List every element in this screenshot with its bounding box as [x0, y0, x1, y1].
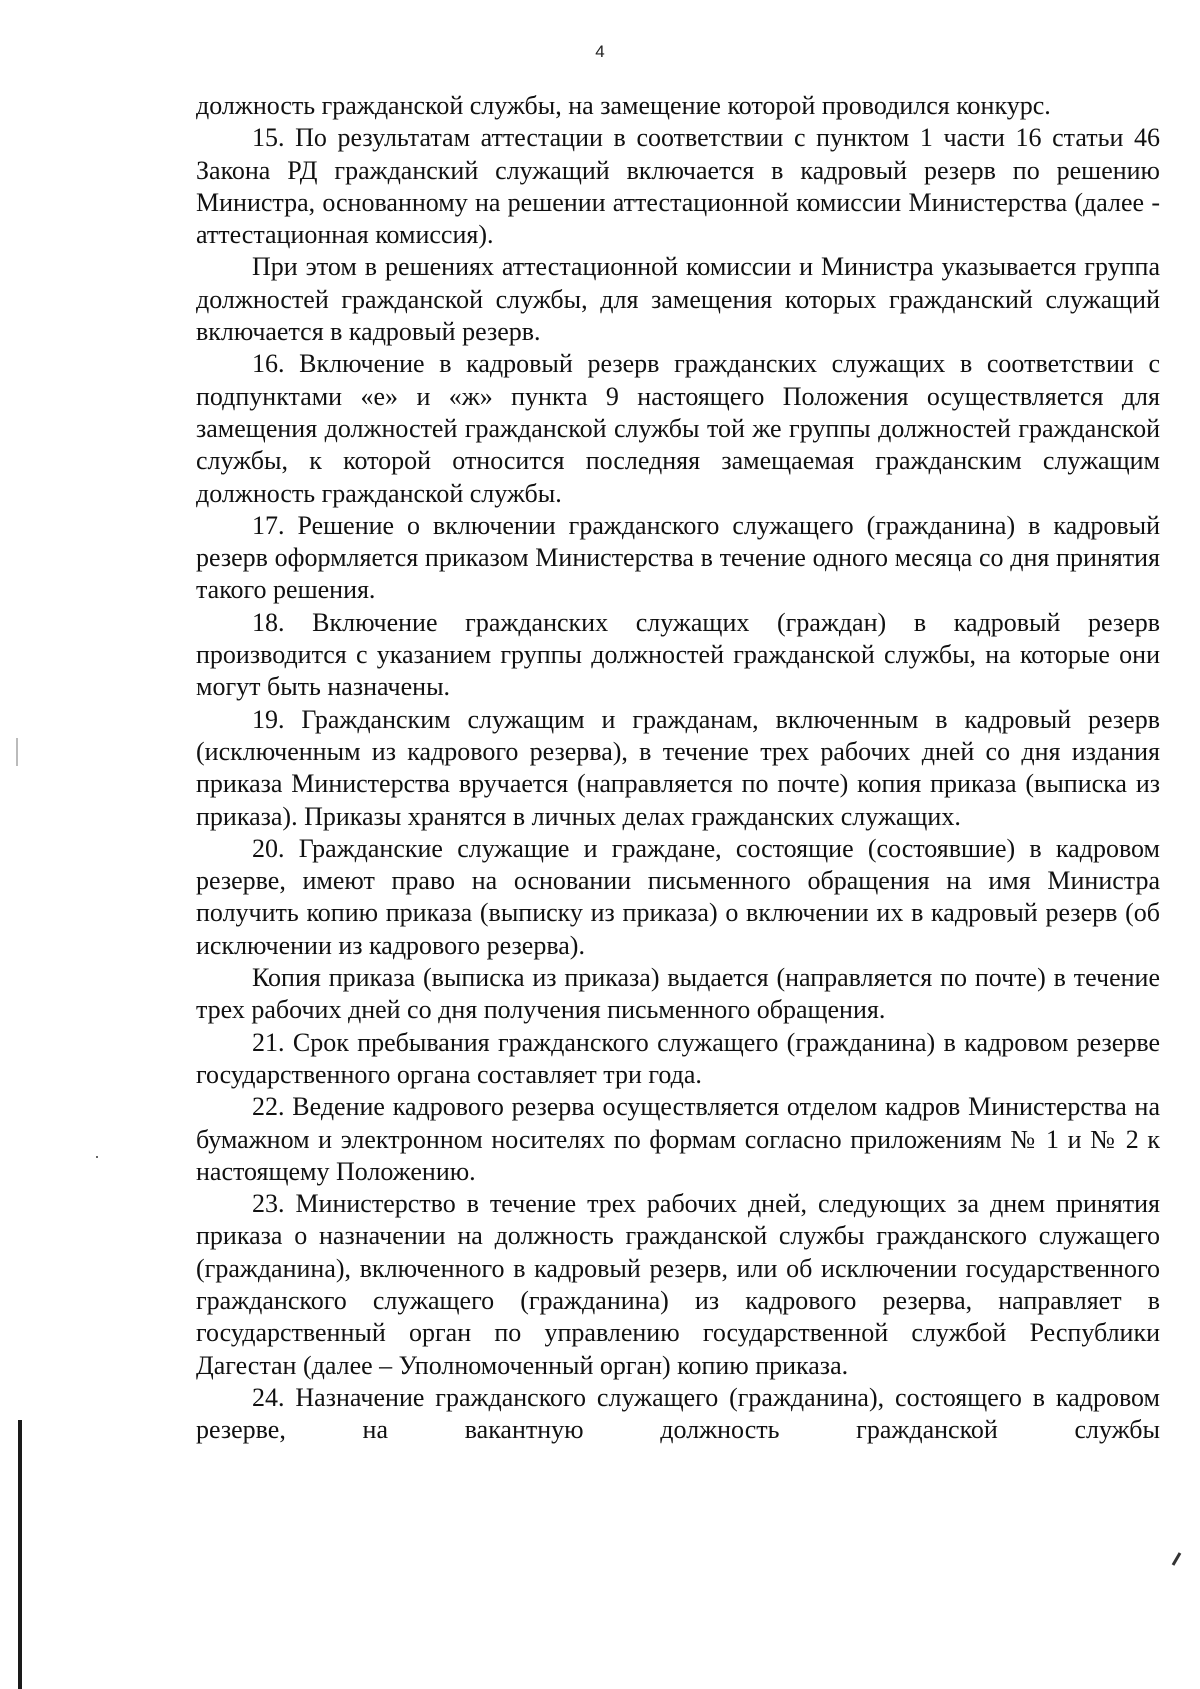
scan-mark-artifact — [1172, 1552, 1182, 1566]
document-body — [196, 90, 1160, 1446]
paragraph-16: 16. Включение в кадровый резерв гражданских служащих в соответствии с подпунктами «е» и «ж» пункта 9 настоящего Положения осуществляется для замещения должностей гражданской службы той же группы должностей гражданской службы, к которой относится последняя замещаемая гражданским служащим должность гражданской службы. — [196, 349, 1160, 508]
paragraph-23: 23. Министерство в течение трех рабочих дней, следующих за днем принятия приказа о назначении на должность гражданской службы гражданского служащего (гражданина), включенного в кадровый резерв, или об исключении государственного гражданского служащего (гражданина) из кадрового резерва, направляет в государственный орган по управлению государственной службой Республики Дагестан (далее – Уполномоченный орган) копию приказа. — [196, 1189, 1160, 1380]
scan-speck-artifact — [16, 738, 18, 766]
page-number: 4 — [595, 42, 605, 61]
paragraph-22: 22. Ведение кадрового резерва осуществляется отделом кадров Министерства на бумажном и электронном носителях по формам согласно приложениям № 1 и № 2 к настоящему Положению. — [196, 1092, 1160, 1186]
paragraph-19: 19. Гражданским служащим и гражданам, включенным в кадровый резерв (исключенным из кадрового резерва), в течение трех рабочих дней со дня издания приказа Министерства вручается (направляется по почте) копия приказа (выписка из приказа). Приказы хранятся в личных делах гражданских служащих. — [196, 704, 1160, 831]
paragraph-15-note: При этом в решениях аттестационной комиссии и Министра указывается группа должностей гражданской службы, для замещения которых гражданский служащий включается в кадровый резерв. — [196, 252, 1160, 347]
paragraph-20-note: Копия приказа (выписка из приказа) выдается (направляется по почте) в течение трех рабочих дней со дня получения письменного обращения. — [196, 963, 1160, 1025]
paragraph-15: 15. По результатам аттестации в соответствии с пунктом 1 части 16 статьи 46 Закона РД гражданский служащий включается в кадровый резерв по решению Министра, основанному на решении аттестационной комиссии Министерства (далее - аттестационная комиссия). — [196, 123, 1160, 250]
paragraph-18: 18. Включение гражданских служащих (граждан) в кадровый резерв производится с указанием группы должностей гражданской службы, на которые они могут быть назначены. — [196, 607, 1160, 702]
scan-edge-artifact — [18, 1420, 22, 1689]
paragraph-continuation: должность гражданской службы, на замещение которой проводился конкурс. — [196, 91, 1051, 120]
paragraph-17: 17. Решение о включении гражданского служащего (гражданина) в кадровый резерв оформляется приказом Министерства в течение одного месяца со дня принятия такого решения. — [196, 510, 1160, 605]
paragraph-20: 20. Гражданские служащие и граждане, состоящие (состоявшие) в кадровом резерве, имеют право на основании письменного обращения на имя Министра получить копию приказа (выписку из приказа) о включении их в кадровый резерв (об исключении из кадрового резерва). — [196, 833, 1160, 960]
scan-dot-artifact — [96, 1156, 98, 1158]
paragraph-21: 21. Срок пребывания гражданского служащего (гражданина) в кадровом резерве государственного органа составляет три года. — [196, 1027, 1160, 1089]
paragraph-24: 24. Назначение гражданского служащего (гражданина), состоящего в кадровом резерве, на вакантную должность гражданской службы — [196, 1382, 1160, 1445]
